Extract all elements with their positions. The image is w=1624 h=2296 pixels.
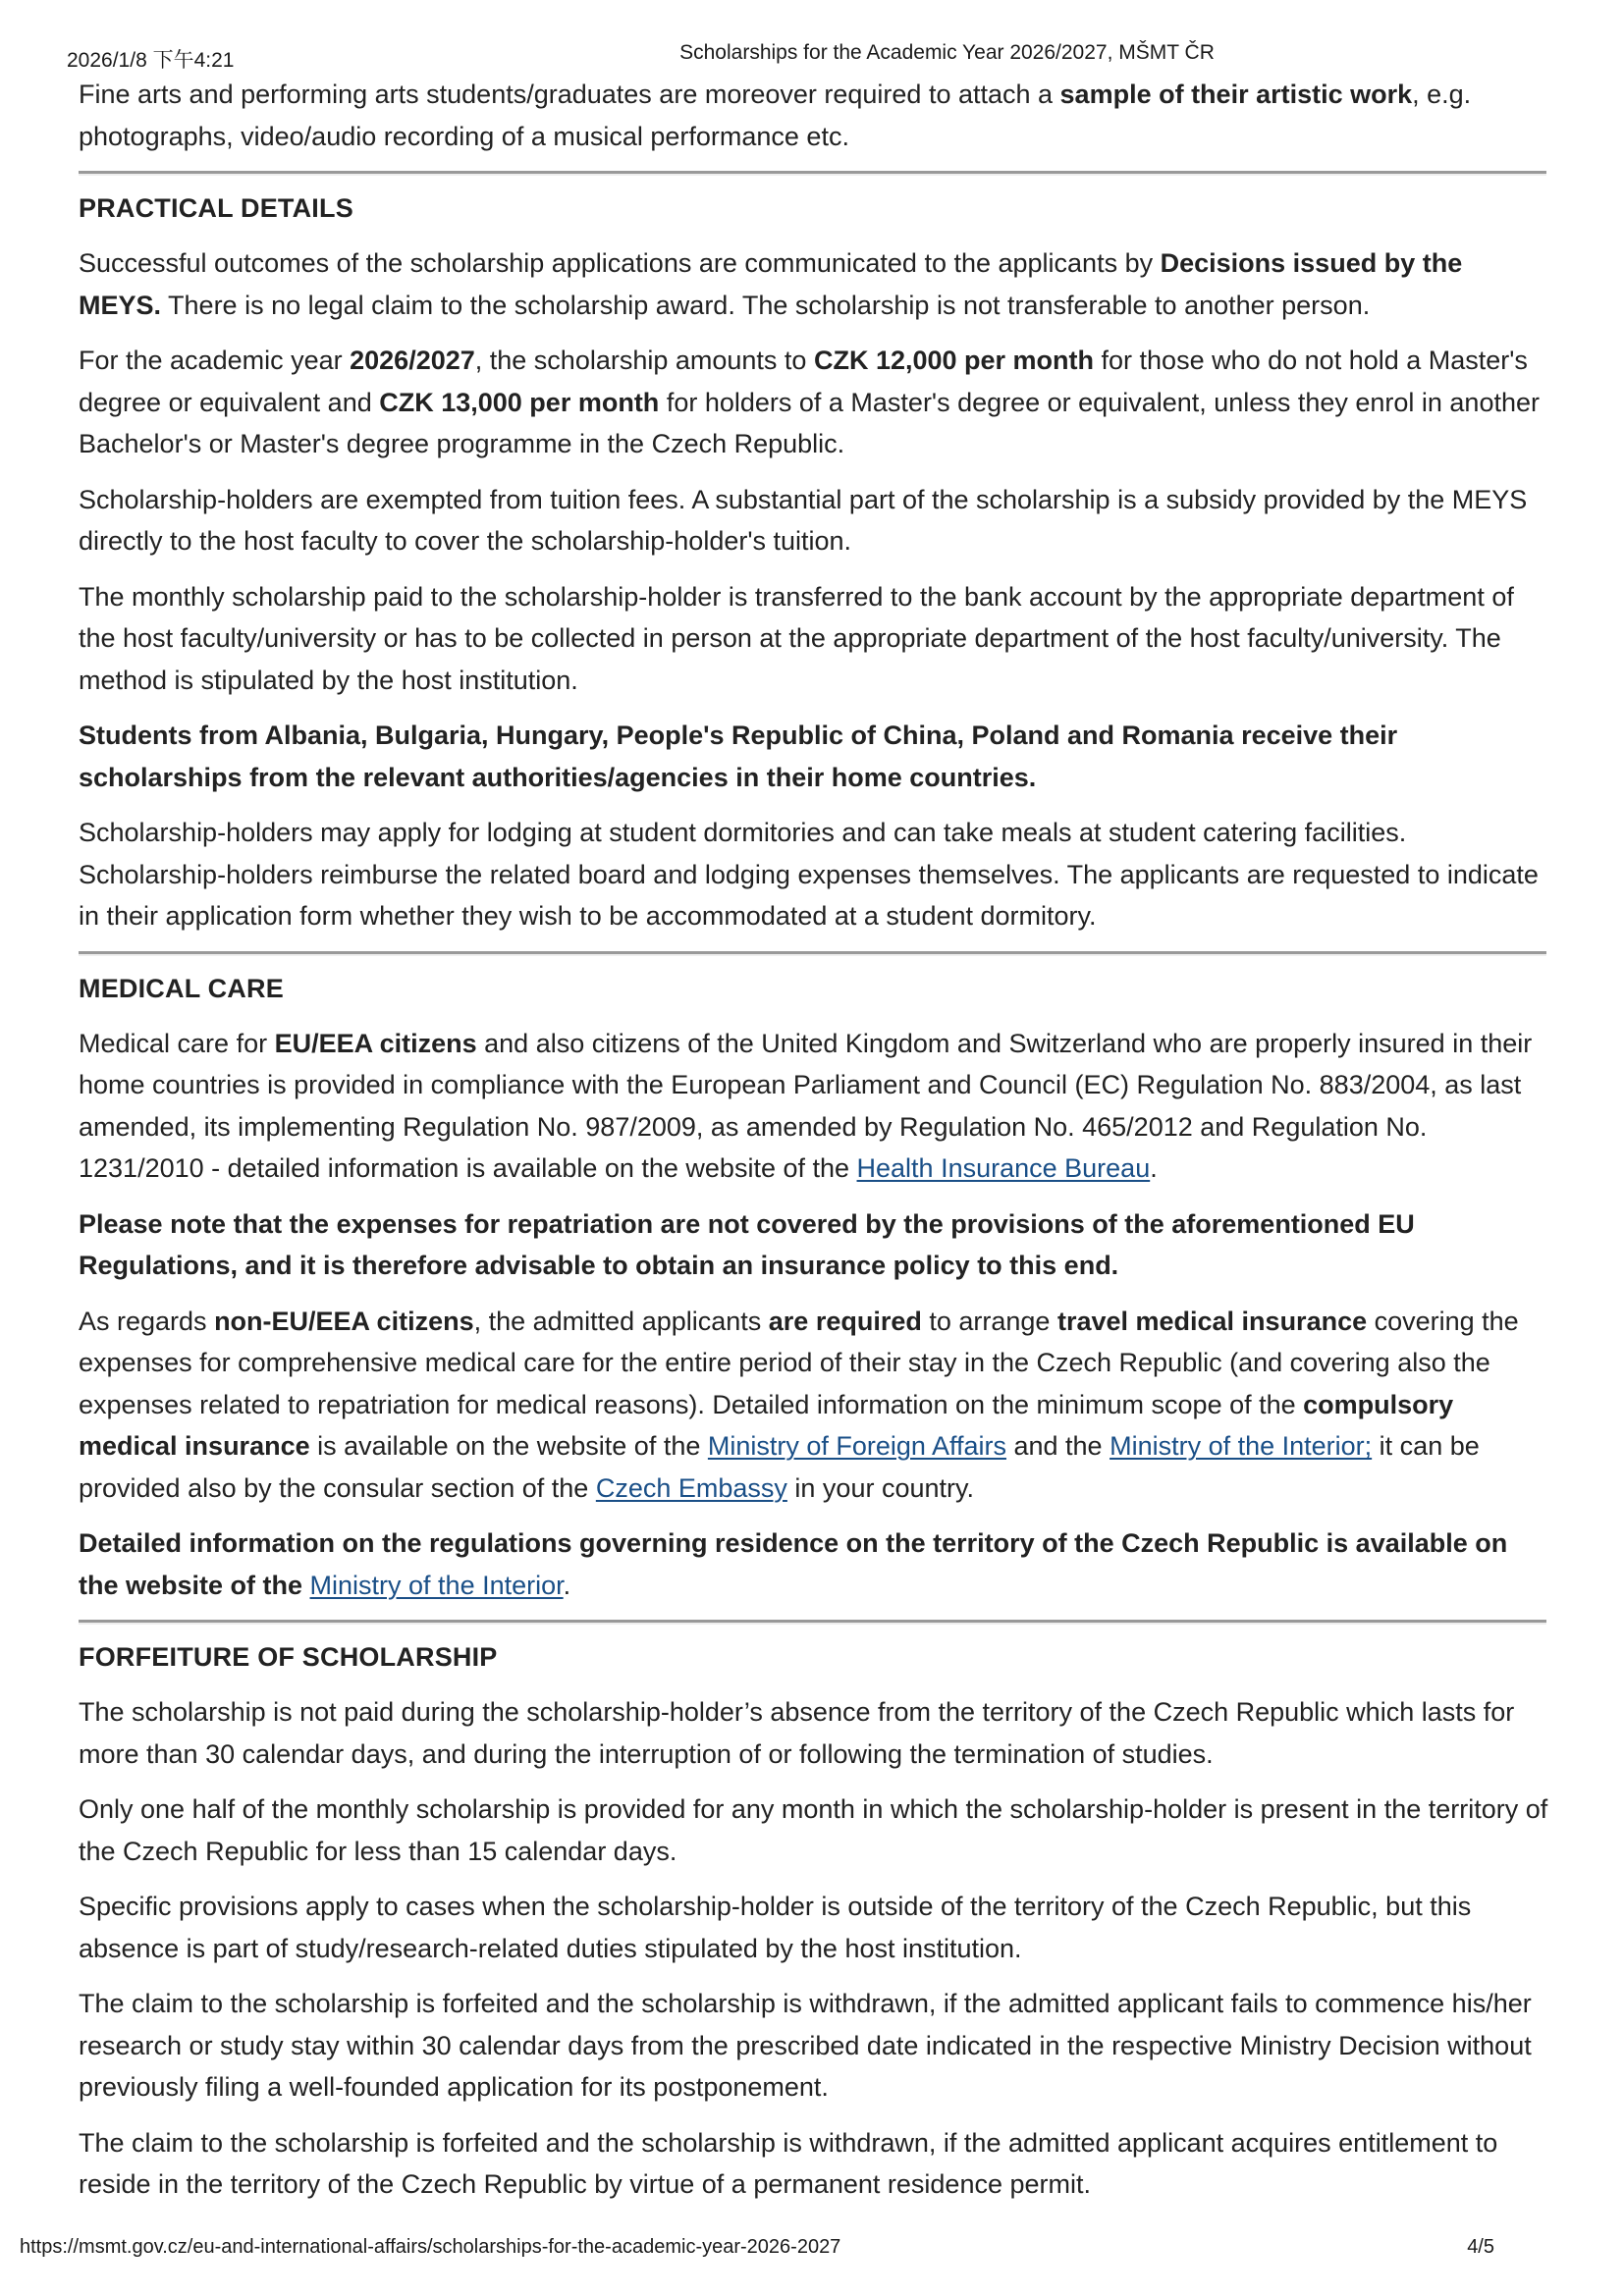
bold-text: sample of their artistic work <box>1059 80 1413 109</box>
paragraph-absence: The scholarship is not paid during the scholarship-holder’s absence from the territory of the Czech Republic which lasts for more than 30 calendar days, and during the interruption of or following the termination of studies. <box>79 1697 1515 1769</box>
section-heading-practical-details: PRACTICAL DETAILS <box>79 193 353 223</box>
amount-master: CZK 13,000 per month <box>379 387 660 417</box>
section-heading-medical-care: MEDICAL CARE <box>79 973 284 1003</box>
paragraph-specific-provisions: Specific provisions apply to cases when the scholarship-holder is outside of the territory of the Czech Republic, but this absence is part of study/research-related duties stipulated by the host institution. <box>79 1892 1472 1963</box>
ministry-interior-residence-link[interactable]: Ministry of the Interior <box>309 1570 564 1600</box>
page-number: 4/5 <box>1467 2236 1494 2258</box>
paragraph-artistic-sample: Fine arts and performing arts students/graduates are moreover required to attach a sample of their artistic work, e.g. photographs, video/audio recording of a musical performance etc. <box>79 80 1472 151</box>
paragraph-non-eu-insurance: As regards non-EU/EEA citizens, the admitted applicants are required to arrange travel medical insurance covering the expenses for comprehensive medical care for the entire period of their stay in the Czech Republic (and covering also the expenses related to repatriation for medical reasons). Detailed information on the minimum scope of the compulsory medical insurance is available on the website of the Ministry of Foreign Affairs and the Ministry of the Interior; it can be provided also by the consular section of the Czech Embassy in your country. <box>79 1306 1519 1503</box>
article-content <box>79 74 1551 2219</box>
page-url: https://msmt.gov.cz/eu-and-international-affairs/scholarships-for-the-academic-year-2026-2027 <box>20 2236 841 2258</box>
paragraph-lodging: Scholarship-holders may apply for lodging at student dormitories and can take meals at student catering facilities. Scholarship-holders reimburse the related board and lodging expenses themselves. The applicants are requested to indicate in their application form whether they wish to be accommodated at a student dormitory. <box>79 818 1539 931</box>
paragraph-half-scholarship: Only one half of the monthly scholarship is provided for any month in which the scholarship-holder is present in the territory of the Czech Republic for less than 15 calendar days. <box>79 1794 1548 1866</box>
ministry-interior-link[interactable]: Ministry of the Interior; <box>1110 1431 1373 1461</box>
section-divider <box>79 171 1546 176</box>
paragraph-eu-medical-care: Medical care for EU/EEA citizens and also citizens of the United Kingdom and Switzerland who are properly insured in their home countries is provided in compliance with the European Parliament and Council (EC) Regulation No. 883/2004, as last amended, its implementing Regulation No. 987/2009, as amended by Regulation No. 465/2012 and Regulation No. 1231/2010 - detailed information is available on the website of the Health Insurance Bureau. <box>79 1028 1533 1183</box>
paragraph-payment: The monthly scholarship paid to the scholarship-holder is transferred to the bank account by the appropriate department of the host faculty/university or has to be collected in person at the appropriate department of the host faculty/university. The method is stipulated by the host institution. <box>79 581 1514 695</box>
amount-non-master: CZK 12,000 per month <box>813 346 1095 375</box>
section-heading-forfeiture: FORFEITURE OF SCHOLARSHIP <box>79 1642 498 1672</box>
section-divider <box>79 1620 1546 1625</box>
paragraph-forfeit-commence: The claim to the scholarship is forfeited and the scholarship is withdrawn, if the admitted applicant fails to commence his/her research or study stay within 30 calendar days from the prescribed date indicated in the respective Ministry Decision without previously filing a well-founded application for its postponement. <box>79 1989 1532 2102</box>
print-header <box>0 39 1624 73</box>
paragraph-scholarship-amount: For the academic year 2026/2027, the scholarship amounts to CZK 12,000 per month for those who do not hold a Master's degree or equivalent and CZK 13,000 per month for holders of a Master's degree or equivalent, unless they enrol in another Bachelor's or Master's degree programme in the Czech Republic. <box>79 346 1540 458</box>
section-divider <box>79 951 1546 956</box>
paragraph-forfeit-permanent-residence: The claim to the scholarship is forfeited and the scholarship is withdrawn, if the admitted applicant acquires entitlement to reside in the territory of the Czech Republic by virtue of a permanent residence permit. <box>79 2127 1498 2199</box>
print-page-title: Scholarships for the Academic Year 2026/2027, MŠMT ČR <box>679 41 1215 64</box>
czech-embassy-link[interactable]: Czech Embassy <box>595 1472 787 1503</box>
bold-text: Decisions issued by the MEYS. <box>79 248 1463 320</box>
ministry-foreign-affairs-link[interactable]: Ministry of Foreign Affairs <box>707 1431 1006 1461</box>
academic-year: 2026/2027 <box>350 346 475 375</box>
paragraph-residence-info: Detailed information on the regulations governing residence on the territory of the Czech Republic is available on the website of the Ministry of the Interior. <box>79 1528 1508 1600</box>
paragraph-repatriation-note: Please note that the expenses for repatriation are not covered by the provisions of the aforementioned EU Regulations, and it is therefore advisable to obtain an insurance policy to this end. <box>79 1208 1415 1280</box>
print-datetime: 2026/1/8 下午4:21 <box>67 49 235 72</box>
health-insurance-bureau-link[interactable]: Health Insurance Bureau <box>856 1153 1151 1183</box>
paragraph-home-country-students: Students from Albania, Bulgaria, Hungary, People's Republic of China, Poland and Romania receive their scholarships from the relevant authorities/agencies in their home countries. <box>79 721 1398 792</box>
paragraph-tuition: Scholarship-holders are exempted from tuition fees. A substantial part of the scholarship is a subsidy provided by the MEYS directly to the host faculty to cover the scholarship-holder's tuition. <box>79 484 1528 556</box>
paragraph-decisions: Successful outcomes of the scholarship applications are communicated to the applicants by Decisions issued by the MEYS. There is no legal claim to the scholarship award. The scholarship is not transferable to another person. <box>79 248 1463 320</box>
